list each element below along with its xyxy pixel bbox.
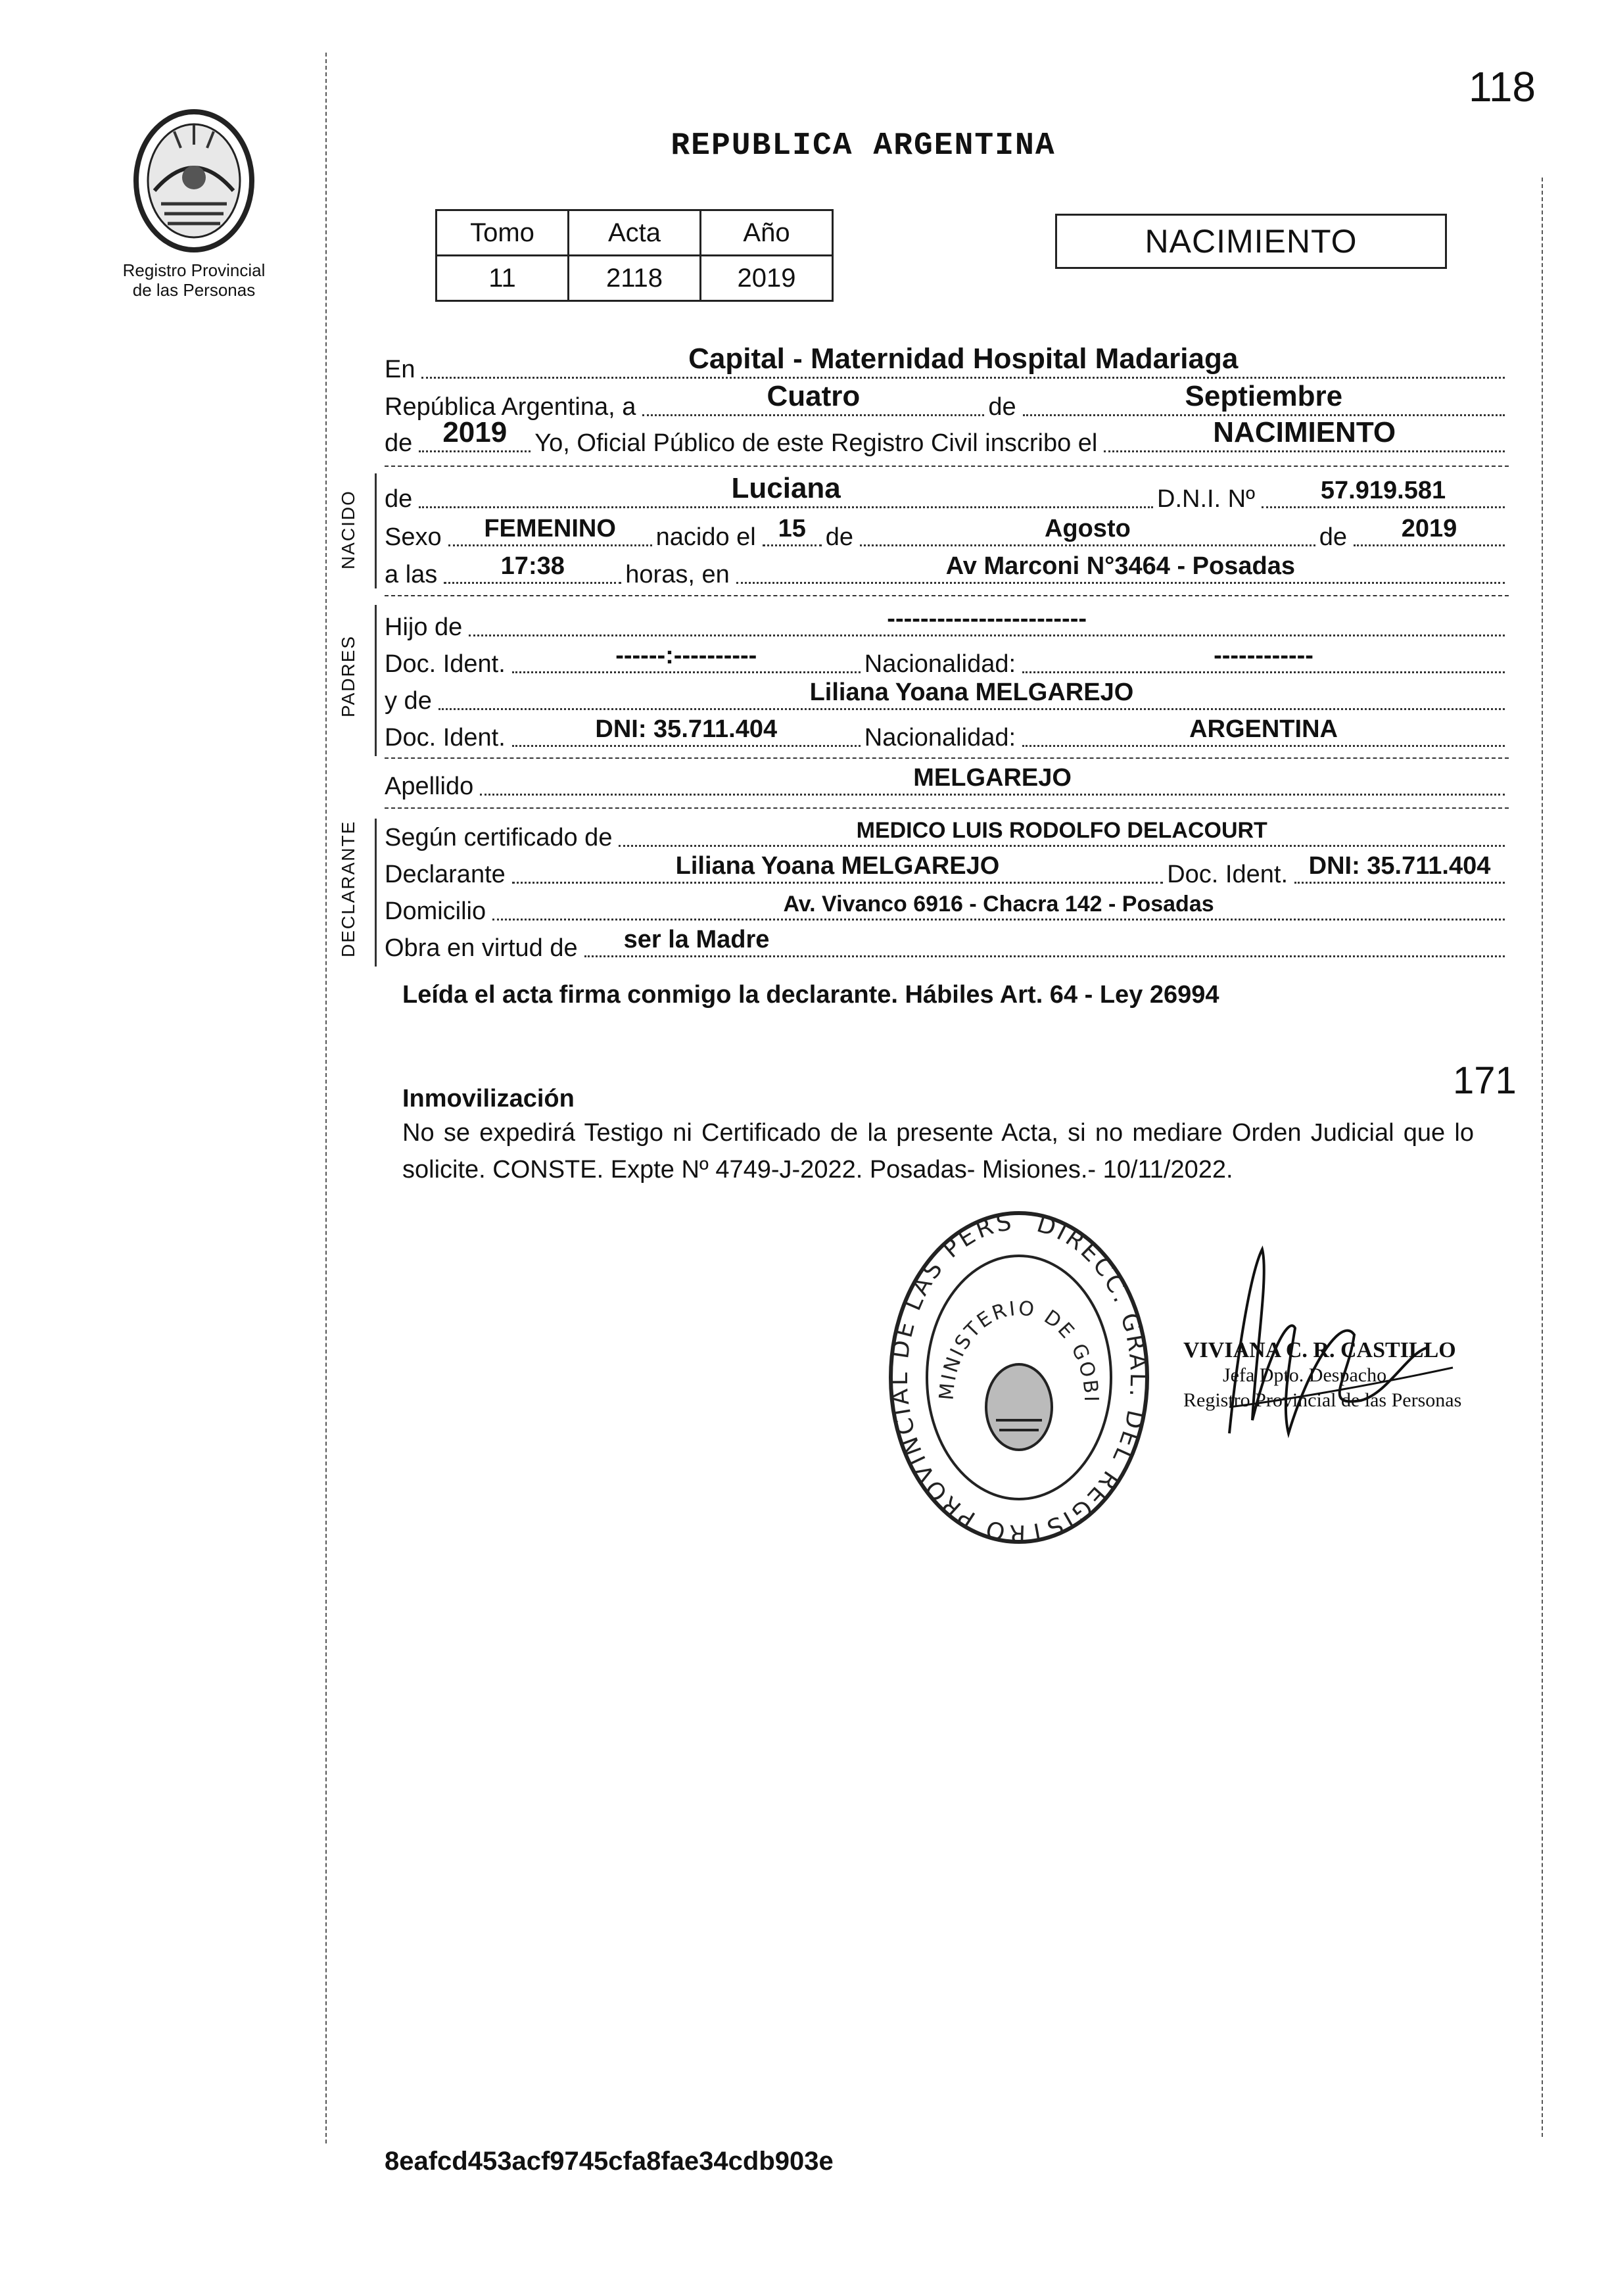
row-obra (385, 926, 1509, 963)
declarante-section-label: DECLARANTE (338, 820, 358, 957)
birth-de2-label: de (1319, 523, 1347, 551)
svg-text:DIRECC. GRAL. DEL REGISTRO PRO: DIRECC. GRAL. DEL REGISTRO PROVINCIAL DE LAS PERS (886, 1208, 1152, 1545)
padres-bracket (375, 605, 377, 756)
oficial-label: Yo, Oficial Público de este Registro Civil inscribo el (534, 429, 1098, 457)
anio-header: Año (701, 210, 833, 256)
nombre-de-label: de (385, 485, 413, 513)
birth-year: 2019 (1401, 515, 1457, 542)
record-year: 2019 (442, 416, 508, 448)
obra-value: ser la Madre (623, 926, 770, 953)
declarant-name: Liliana Yoana MELGAREJO (675, 852, 1000, 880)
surname: MELGAREJO (913, 764, 1072, 792)
address: Av. Vivanco 6916 - Chacra 142 - Posadas (783, 892, 1214, 917)
row-sexo (385, 515, 1509, 552)
record-table (435, 209, 834, 302)
birth-day: 15 (778, 515, 806, 542)
tomo-value: 11 (437, 256, 569, 301)
document-hash: 8eafcd453acf9745cfa8fae34cdb903e (385, 2147, 834, 2176)
nacido-el-label: nacido el (655, 523, 756, 551)
row-madre (385, 679, 1509, 715)
padres-section-label: PADRES (338, 634, 358, 717)
signer-name: VIVIANA C. R. CASTILLO (1183, 1338, 1456, 1362)
acta-value: 2118 (569, 256, 701, 301)
record-month: Septiembre (1185, 380, 1343, 412)
row-hijo (385, 605, 1509, 642)
separator (385, 595, 1509, 596)
registry-seal-icon (881, 1203, 1157, 1545)
row-apellido (385, 764, 1509, 801)
de2-label: de (385, 429, 413, 457)
logo-caption-line1: Registro Provincial (122, 260, 266, 280)
birth-month: Agosto (1044, 515, 1131, 542)
alas-label: a las (385, 561, 438, 588)
inmovilizacion-title: Inmovilización (402, 1085, 575, 1112)
declarant-doc: DNI: 35.711.404 (1308, 852, 1491, 880)
place-of-record: Capital - Maternidad Hospital Madariaga (688, 343, 1239, 375)
nacido-bracket (375, 473, 377, 588)
record-table-value-row (437, 256, 833, 301)
official-seal (881, 1203, 1157, 1548)
cert-label: Según certificado de (385, 824, 613, 851)
certifier: MEDICO LUIS RODOLFO DELACOURT (856, 818, 1267, 843)
birth-time: 17:38 (500, 552, 565, 580)
tomo-header: Tomo (437, 210, 569, 256)
reading-note: Leída el acta firma conmigo la declarante. Hábiles Art. 64 - Ley 26994 (402, 981, 1219, 1009)
decl-label: Declarante (385, 861, 506, 888)
row-doc1 (385, 642, 1509, 679)
logo-caption-line2: de las Personas (132, 280, 256, 300)
birth-place: Av Marconi N°3464 - Posadas (945, 552, 1295, 580)
nac2-label: Nacionalidad: (864, 724, 1016, 752)
signer-role: Jefa Dpto. Despacho (1223, 1364, 1387, 1386)
apellido-label: Apellido (385, 773, 474, 800)
row-oficial (385, 416, 1509, 458)
decl-doc-label: Doc. Ident. (1167, 861, 1288, 888)
doc1-label: Doc. Ident. (385, 650, 506, 678)
mother-doc: DNI: 35.711.404 (595, 715, 778, 743)
de-label: de (988, 393, 1016, 421)
doc2-label: Doc. Ident. (385, 724, 506, 752)
en-label: En (385, 356, 415, 383)
signer-office: Registro Provincial de las Personas (1183, 1389, 1462, 1411)
father-name: ------------------------ (887, 605, 1087, 633)
yde-label: y de (385, 687, 432, 715)
child-name: Luciana (731, 472, 841, 504)
acta-header: Acta (569, 210, 701, 256)
row-domicilio (385, 889, 1509, 926)
record-day: Cuatro (767, 380, 861, 412)
separator (385, 466, 1509, 467)
declarante-bracket (375, 819, 377, 967)
right-margin-line (1542, 178, 1543, 2137)
row-declarante (385, 852, 1509, 889)
mother-name: Liliana Yoana MELGAREJO (809, 679, 1134, 706)
inscribe-value: NACIMIENTO (1213, 416, 1396, 448)
birth-de-label: de (825, 523, 854, 551)
nac1-label: Nacionalidad: (864, 650, 1016, 678)
row-doc2 (385, 715, 1509, 752)
svg-text:MINISTERIO DE GOBIERNO: MINISTERIO DE GOBI (935, 1297, 1103, 1404)
separator (385, 807, 1509, 809)
country-heading: REPUBLICA ARGENTINA (671, 128, 1056, 164)
nacido-section-label: NACIDO (338, 490, 358, 569)
obra-label: Obra en virtud de (385, 934, 578, 962)
child-sex: FEMENINO (484, 515, 616, 542)
page-number: 118 (1468, 63, 1536, 110)
inmovilizacion-body: No se expedirá Testigo ni Certificado de la presente Acta, si no mediare Orden Judicial que lo solicite. CONSTE. Expte Nº 4749-J-2022. Posadas- Misiones.- 10/11/2022. (402, 1119, 1474, 1184)
record-table-header-row (437, 210, 833, 256)
row-certificado (385, 815, 1509, 852)
signature-block (1183, 1338, 1461, 1413)
horas-label: horas, en (625, 561, 730, 588)
act-type-box: NACIMIENTO (1055, 214, 1447, 269)
dom-label: Domicilio (385, 897, 486, 925)
child-dni: 57.919.581 (1320, 477, 1446, 504)
left-margin-line (325, 53, 327, 2143)
mother-nationality: ARGENTINA (1189, 715, 1338, 743)
row-hora (385, 552, 1509, 589)
sexo-label: Sexo (385, 523, 442, 551)
separator (385, 757, 1509, 759)
side-number: 171 (1453, 1059, 1517, 1102)
dni-label: D.N.I. Nº (1157, 485, 1255, 513)
hijo-label: Hijo de (385, 613, 463, 641)
anio-value: 2019 (701, 256, 833, 301)
republica-label: República Argentina, a (385, 393, 636, 421)
father-nationality: ------------ (1214, 642, 1313, 669)
row-en (385, 343, 1509, 384)
father-doc: ------:---------- (615, 642, 757, 669)
row-nombre (385, 472, 1509, 514)
